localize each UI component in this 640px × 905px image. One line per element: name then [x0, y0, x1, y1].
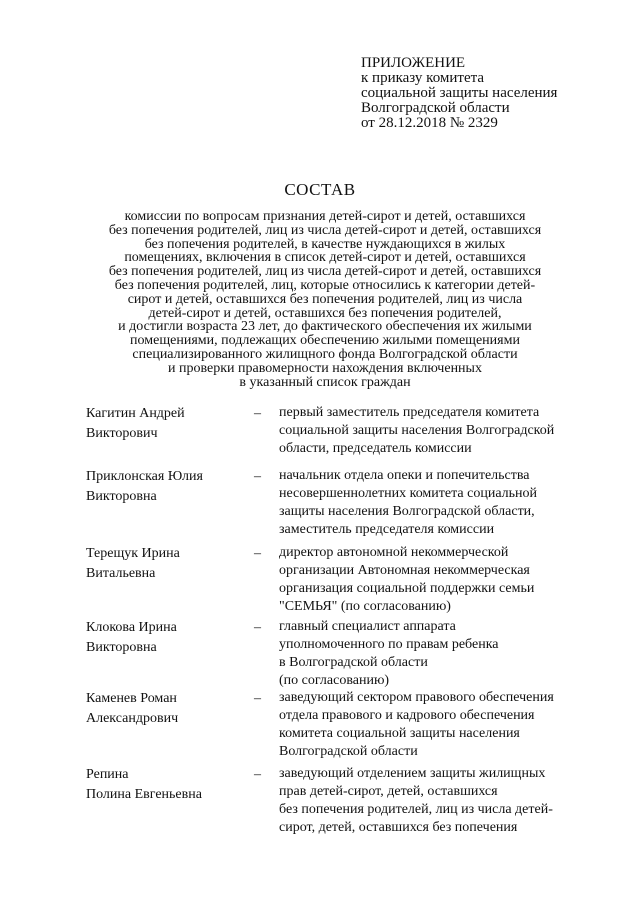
member-surname-name: Кагитин Андрей: [86, 406, 185, 421]
subtitle-line: и проверки правомерности нахождения включенных: [168, 360, 482, 376]
member-role: [279, 689, 599, 761]
appendix-line: социальной защиты населения: [361, 85, 558, 101]
subtitle-line: специализированного жилищного фонда Волгоградской области: [132, 346, 518, 362]
member-role-line: сирот, детей, оставшихся без попечения: [279, 820, 518, 835]
member-role-line: комитета социальной защиты населения: [279, 726, 520, 741]
member-role-line: в Волгоградской области: [279, 655, 428, 670]
member-role-line: области, председатель комиссии: [279, 441, 472, 456]
member-role: [279, 544, 599, 616]
appendix-line: от 28.12.2018 № 2329: [361, 115, 498, 131]
member-dash: –: [254, 546, 261, 561]
member-patronymic: Викторовна: [86, 489, 157, 504]
subtitle-line: сирот и детей, оставшихся без попечения родителей, лиц из числа: [127, 291, 523, 307]
appendix-line: ПРИЛОЖЕНИЕ: [361, 55, 466, 71]
member-name: [86, 404, 246, 444]
member-role-line: (по согласованию): [279, 673, 390, 688]
member-role-line: заведующий сектором правового обеспечения: [279, 690, 554, 705]
member-name: [86, 689, 246, 729]
member-name: [86, 544, 246, 584]
subtitle-line: детей-сирот и детей, оставшихся без попечения родителей,: [148, 305, 502, 321]
member-role-line: социальной защиты населения Волгоградской: [279, 423, 555, 438]
appendix-line: к приказу комитета: [361, 70, 485, 86]
member-name: [86, 765, 246, 805]
document-title: СОСТАВ: [284, 180, 356, 199]
member-surname-name: Репина: [86, 767, 129, 782]
member-role-line: уполномоченного по правам ребенка: [279, 637, 499, 652]
member-role-line: прав детей-сирот, детей, оставшихся: [279, 784, 498, 799]
member-dash: –: [254, 469, 261, 484]
member-role-line: несовершеннолетних комитета социальной: [279, 486, 538, 501]
member-name: [86, 618, 246, 658]
appendix-line: Волгоградской области: [361, 100, 510, 116]
member-role-line: без попечения родителей, лиц из числа детей-: [279, 802, 553, 817]
member-role: [279, 618, 599, 690]
member-surname-name: Приклонская Юлия: [86, 469, 203, 484]
member-role-line: "СЕМЬЯ" (по согласованию): [279, 599, 451, 614]
subtitle-line: без попечения родителей, в качестве нуждающихся в жилых: [144, 236, 506, 252]
member-role-line: организация социальной поддержки семьи: [279, 581, 535, 596]
member-dash: –: [254, 767, 261, 782]
member-role-line: главный специалист аппарата: [279, 619, 456, 634]
member-surname-name: Клокова Ирина: [86, 620, 177, 635]
member-patronymic: Викторовна: [86, 640, 157, 655]
member-role-line: защиты населения Волгоградской области,: [279, 504, 535, 519]
member-surname-name: Каменев Роман: [86, 691, 177, 706]
member-dash: –: [254, 620, 261, 635]
subtitle-line: помещениях, включения в список детей-сирот и детей, оставшихся: [124, 250, 526, 266]
subtitle-line: в указанный список граждан: [239, 374, 411, 390]
member-role: [279, 467, 599, 539]
subtitle-line: без попечения родителей, лиц из числа детей-сирот и детей, оставшихся: [108, 264, 542, 280]
member-role-line: Волгоградской области: [279, 744, 418, 759]
document-subtitle: [80, 210, 570, 389]
member-name: [86, 467, 246, 507]
member-patronymic: Викторович: [86, 426, 158, 441]
subtitle-line: без попечения родителей, лиц, которые относились к категории детей-: [114, 277, 536, 293]
member-role: [279, 404, 599, 458]
member-surname-name: Терещук Ирина: [86, 546, 180, 561]
member-role-line: организации Автономная некоммерческая: [279, 563, 530, 578]
subtitle-line: без попечения родителей, лиц из числа детей-сирот и детей, оставшихся: [108, 222, 542, 238]
member-patronymic: Витальевна: [86, 566, 156, 581]
member-patronymic: Полина Евгеньевна: [86, 787, 202, 802]
member-role-line: директор автономной некоммерческой: [279, 545, 509, 560]
appendix-header: [361, 56, 557, 131]
member-role-line: первый заместитель председателя комитета: [279, 405, 540, 420]
member-dash: –: [254, 691, 261, 706]
member-role-line: отдела правового и кадрового обеспечения: [279, 708, 535, 723]
member-role: [279, 765, 599, 837]
subtitle-line: помещениями, подлежащих обеспечению жилыми помещениями: [130, 333, 520, 349]
member-role-line: заведующий отделением защиты жилищных: [279, 766, 546, 781]
member-dash: –: [254, 406, 261, 421]
member-role-line: начальник отдела опеки и попечительства: [279, 468, 530, 483]
subtitle-line: и достигли возраста 23 лет, до фактического обеспечения их жилыми: [118, 319, 532, 335]
member-role-line: заместитель председателя комиссии: [279, 522, 495, 537]
subtitle-line: комиссии по вопросам признания детей-сирот и детей, оставшихся: [124, 209, 526, 224]
member-patronymic: Александрович: [86, 711, 179, 726]
